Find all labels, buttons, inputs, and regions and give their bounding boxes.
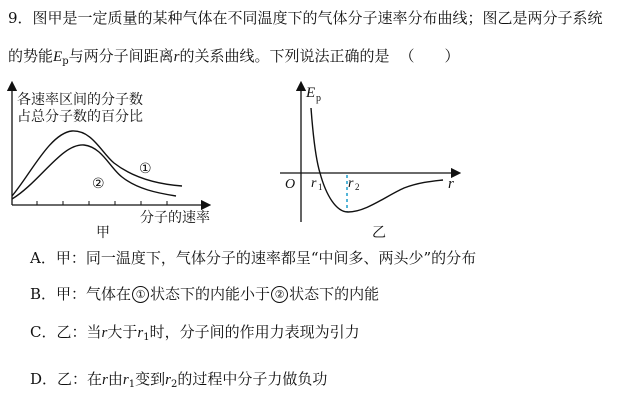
- option-b-circ-2: ②: [271, 286, 288, 303]
- question-text-2a: 的势能: [8, 47, 54, 65]
- option-c-var-r1: r: [137, 325, 144, 341]
- option-b-text-c: 状态下的内能: [289, 285, 380, 303]
- option-d-text-a: 乙：在: [57, 370, 103, 388]
- yi-origin: O: [285, 177, 296, 192]
- option-d-sub-2: 2: [170, 379, 178, 390]
- option-d-var-r2: r: [165, 372, 171, 388]
- var-p: p: [62, 56, 69, 67]
- answer-paren: （ ）: [399, 47, 460, 65]
- jia-curve-1-label: ①: [139, 161, 152, 177]
- option-c-text-a: 乙：当: [56, 323, 102, 341]
- option-c-var-r: r: [101, 325, 108, 341]
- option-d-letter: D．: [30, 370, 58, 388]
- option-c-text-b: 大于: [107, 323, 138, 341]
- option-b-letter: B．: [30, 285, 57, 303]
- option-d-text-c: 变到: [135, 370, 166, 388]
- question-text-2b: 与两分子间距离: [68, 47, 174, 65]
- option-b-text-b: 状态下的内能小于: [150, 285, 271, 303]
- yi-x-label: r: [448, 176, 454, 192]
- yi-ep-curve: [311, 108, 443, 212]
- figure-yi: [280, 85, 456, 241]
- var-r: r: [173, 49, 180, 65]
- jia-ylabel-2: 占总分子数的百分比: [17, 109, 143, 125]
- jia-xlabel: 分子的速率: [140, 210, 210, 226]
- option-c-sub-1: 1: [143, 332, 150, 343]
- option-b-circ-1: ①: [132, 286, 149, 303]
- yi-r2: r: [348, 176, 354, 191]
- option-b-text-a: 甲：气体在: [56, 285, 132, 303]
- option-a-letter: A．: [30, 249, 56, 267]
- jia-ylabel-1: 各速率区间的分子数: [17, 92, 143, 108]
- var-E: E: [53, 49, 63, 65]
- option-a-text: 甲：同一温度下，气体分子的速率都呈“中间多、两头少”的分布: [55, 249, 477, 267]
- jia-caption: 甲: [96, 225, 110, 241]
- option-d-sub-1: 1: [128, 379, 136, 390]
- option-c-text-c: 时，分子间的作用力表现为引力: [149, 323, 360, 341]
- yi-r2-sub: 2: [355, 182, 360, 192]
- figure-jia: [12, 86, 210, 241]
- option-a[interactable]: [30, 248, 476, 268]
- option-d-text-b: 由: [107, 370, 123, 388]
- yi-E: E: [306, 85, 316, 101]
- option-c[interactable]: [30, 322, 360, 348]
- question-number: 9．: [8, 9, 33, 27]
- option-d-text-d: 的过程中分子力做负功: [177, 370, 328, 388]
- option-c-letter: C．: [30, 323, 57, 341]
- yi-caption: 乙: [372, 225, 386, 241]
- option-b[interactable]: [30, 284, 379, 304]
- option-d-var-r: r: [102, 372, 108, 388]
- yi-p: p: [316, 93, 321, 104]
- yi-r1: r: [311, 176, 317, 191]
- question-text-2c: 的关系曲线。下列说法正确的是: [179, 47, 390, 65]
- option-d[interactable]: [30, 369, 327, 395]
- question-text-1: 图甲是一定质量的某种气体在不同温度下的气体分子速率分布曲线；图乙是两分子系统: [32, 9, 603, 27]
- yi-r1-sub: 1: [318, 182, 323, 192]
- option-d-var-r1: r: [122, 372, 129, 388]
- jia-curve-2-label: ②: [92, 176, 105, 192]
